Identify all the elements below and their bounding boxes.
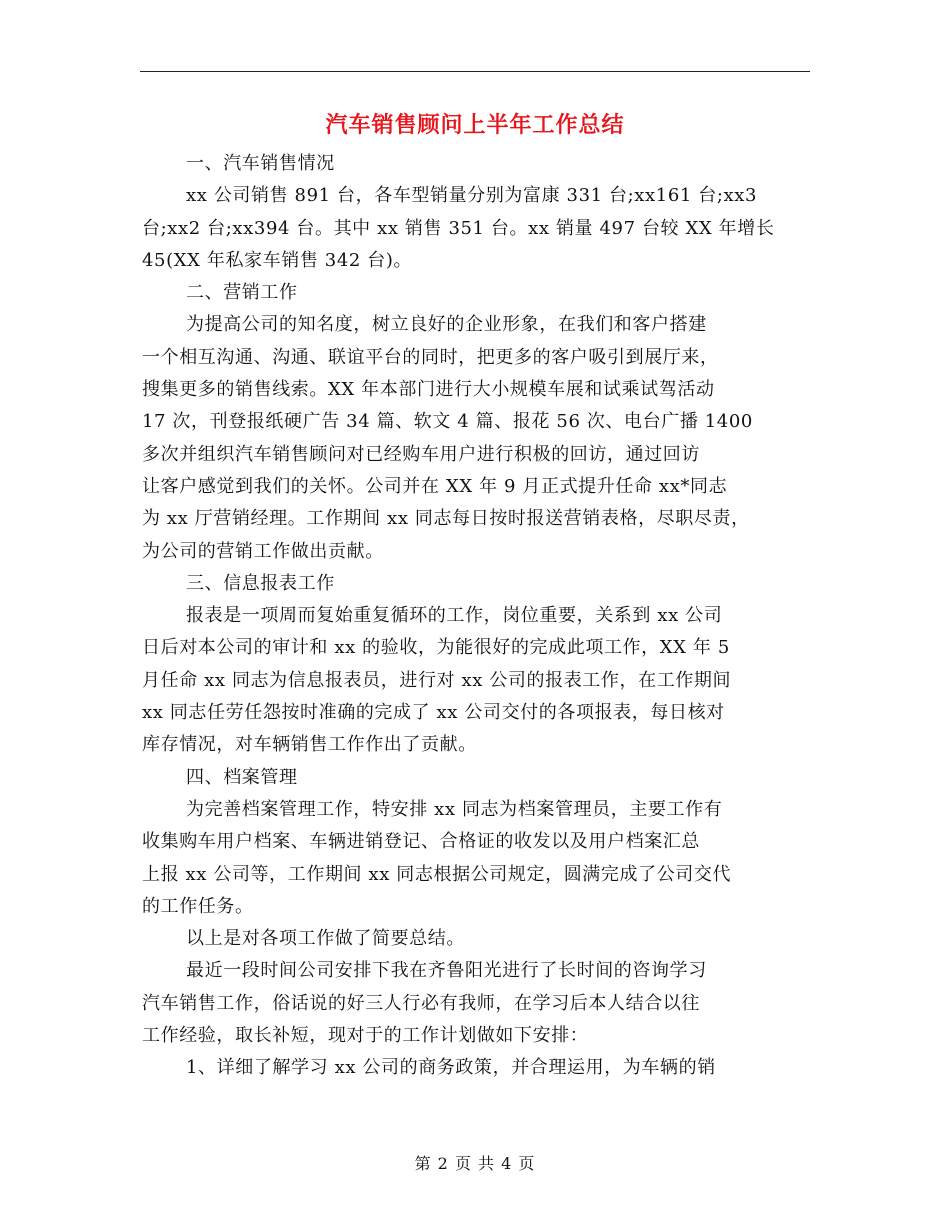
text-line: 为 xx 厅营销经理。工作期间 xx 同志每日按时报送营销表格，尽职尽责， <box>142 508 750 530</box>
text-line: 的工作任务。 <box>142 895 254 917</box>
text-line: 为提高公司的知名度，树立良好的企业形象，在我们和客户搭建 <box>186 314 707 336</box>
text-line: 收集购车用户档案、车辆进销登记、合格证的收发以及用户档案汇总 <box>142 831 700 853</box>
text-line: 一个相互沟通、沟通、联谊平台的同时，把更多的客户吸引到展厅来， <box>142 346 719 368</box>
document-title: 汽车销售顾问上半年工作总结 <box>325 113 625 138</box>
page-number: 第 2 页 共 4 页 <box>414 1154 536 1173</box>
text-line: 汽车销售工作，俗话说的好三人行必有我师，在学习后本人结合以往 <box>142 992 700 1014</box>
text-line: 为公司的营销工作做出贡献。 <box>142 540 384 562</box>
text-line: 搜集更多的销售线索。XX 年本部门进行大小规模车展和试乘试驾活动 <box>142 379 715 401</box>
text-line: 多次并组织汽车销售顾问对已经购车用户进行积极的回访，通过回访 <box>142 443 700 465</box>
text-line: 1、详细了解学习 xx 公司的商务政策，并合理运用，为车辆的销 <box>186 1057 716 1079</box>
text-line: 二、营销工作 <box>186 282 298 304</box>
text-line: 让客户感觉到我们的关怀。公司并在 XX 年 9 月正式提升任命 xx*同志 <box>142 475 728 497</box>
text-line: 三、信息报表工作 <box>186 572 335 594</box>
text-line: 为完善档案管理工作，特安排 xx 同志为档案管理员，主要工作有 <box>186 798 723 820</box>
text-line: 四、档案管理 <box>186 766 298 788</box>
text-line: 以上是对各项工作做了简要总结。 <box>186 928 465 950</box>
text-line: xx 同志任劳任怨按时准确的完成了 xx 公司交付的各项报表，每日核对 <box>142 702 725 724</box>
document-body <box>142 148 842 1085</box>
text-line: 一、汽车销售情况 <box>186 153 335 174</box>
text-line: 月任命 xx 同志为信息报表员，进行对 xx 公司的报表工作，在工作期间 <box>142 669 732 691</box>
text-line: 库存情况，对车辆销售工作作出了贡献。 <box>142 734 477 756</box>
header-rule <box>140 71 810 72</box>
text-line: 台;xx2 台;xx394 台。其中 xx 销售 351 台。xx 销量 497 台较 XX 年增长 <box>142 217 775 239</box>
text-line: 日后对本公司的审计和 xx 的验收，为能很好的完成此项工作，XX 年 5 <box>142 637 730 659</box>
text-line: xx 公司销售 891 台，各车型销量分别为富康 331 台;xx161 台;xx3 <box>186 185 758 207</box>
text-line: 上报 xx 公司等，工作期间 xx 同志根据公司规定，圆满完成了公司交代 <box>142 863 732 885</box>
text-line: 最近一段时间公司安排下我在齐鲁阳光进行了长时间的咨询学习 <box>186 960 707 982</box>
text-line: 17 次，刊登报纸硬广告 34 篇、软文 4 篇、报花 56 次、电台广播 1400 <box>142 411 753 433</box>
text-line: 45(XX 年私家车销售 342 台)。 <box>142 249 413 271</box>
text-line: 报表是一项周而复始重复循环的工作，岗位重要，关系到 xx 公司 <box>186 605 723 627</box>
text-line: 工作经验，取长补短，现对于的工作计划做如下安排： <box>142 1025 589 1047</box>
